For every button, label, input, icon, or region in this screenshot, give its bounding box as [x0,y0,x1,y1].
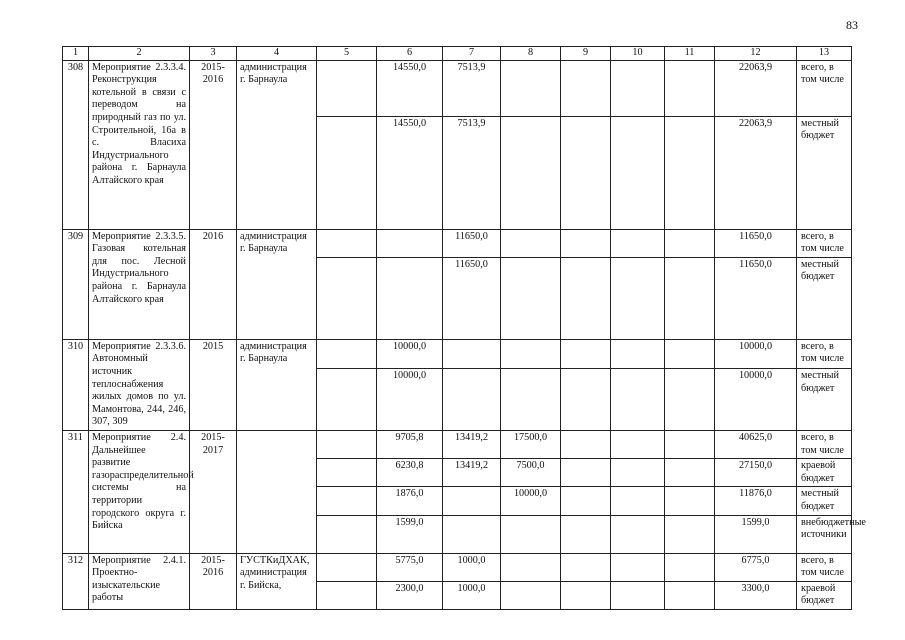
row-number: 308 [63,60,89,229]
amount-cell [317,515,377,553]
amount-cell: 9705,8 [377,430,443,458]
amount-cell [561,459,611,487]
amount-cell [561,339,611,368]
column-header: 5 [317,47,377,61]
amount-cell [665,339,715,368]
table-row [63,339,852,368]
amount-cell: 40625,0 [715,430,797,458]
amount-cell: 1000,0 [443,581,501,609]
amount-cell: 10000,0 [715,339,797,368]
amount-cell [317,581,377,609]
row-number: 309 [63,229,89,339]
amount-cell: 10000,0 [715,368,797,430]
amount-cell: 11650,0 [715,229,797,257]
amount-cell [611,60,665,116]
amount-cell [611,581,665,609]
amount-cell [561,60,611,116]
amount-cell [501,368,561,430]
amount-cell: 1000,0 [443,553,501,581]
amount-cell [665,116,715,229]
table-body [63,60,866,609]
amount-cell: 11876,0 [715,487,797,515]
table-row [63,430,852,458]
amount-cell [443,339,501,368]
amount-cell [611,368,665,430]
amount-cell [611,487,665,515]
table-row [63,553,852,581]
amount-cell: 27150,0 [715,459,797,487]
executor [237,430,317,553]
amount-cell [317,229,377,257]
amount-cell [611,459,665,487]
amount-cell [443,515,501,553]
amount-cell [665,368,715,430]
column-header: 12 [715,47,797,61]
column-header: 7 [443,47,501,61]
measure-name: Мероприятие 2.4. Дальнейшее развитие газораспределительной системы на территории городского округа г. Бийска [89,430,190,553]
amount-cell [377,257,443,339]
page-number: 83 [846,18,858,32]
amount-cell [317,430,377,458]
amount-cell: 1599,0 [377,515,443,553]
amount-cell [665,459,715,487]
column-header: 11 [665,47,715,61]
amount-cell [317,459,377,487]
amount-cell [317,553,377,581]
amount-cell [501,229,561,257]
amount-cell [317,116,377,229]
amount-cell [665,229,715,257]
amount-cell [561,368,611,430]
amount-cell: 7513,9 [443,60,501,116]
amount-cell [317,257,377,339]
funding-source: местный бюджет [797,257,852,339]
amount-cell [317,60,377,116]
amount-cell [561,553,611,581]
amount-cell [611,339,665,368]
amount-cell: 14550,0 [377,116,443,229]
funding-source: всего, в том числе [797,229,852,257]
measure-name: Мероприятие 2.3.3.4. Реконструкция котельной в связи с переводом на природный газ по ул. Строительной, 16а в с. Власиха Индустриального района г. Барнаула Алтайского края [89,60,190,229]
amount-cell [443,487,501,515]
amount-cell [611,257,665,339]
column-header: 6 [377,47,443,61]
funding-source: краевой бюджет [797,581,852,609]
amount-cell [501,257,561,339]
years: 2015 [190,339,237,430]
amount-cell [665,430,715,458]
amount-cell: 22063,9 [715,116,797,229]
funding-source: внебюджетные источники [797,515,852,553]
amount-cell [665,487,715,515]
amount-cell [611,430,665,458]
amount-cell: 17500,0 [501,430,561,458]
column-header: 1 [63,47,89,61]
funding-source: всего, в том числе [797,339,852,368]
amount-cell [665,60,715,116]
row-number: 310 [63,339,89,430]
column-header: 2 [89,47,190,61]
amount-cell [561,430,611,458]
amount-cell: 5775,0 [377,553,443,581]
amount-cell: 13419,2 [443,459,501,487]
amount-cell: 22063,9 [715,60,797,116]
measure-name: Мероприятие 2.3.3.6. Автономный источник теплоснабжения жилых домов по ул. Мамонтова, 244, 246, 307, 309 [89,339,190,430]
years: 2015-2017 [190,430,237,553]
amount-cell: 11650,0 [443,229,501,257]
amount-cell [561,581,611,609]
executor: администрация г. Барнаула [237,60,317,229]
amount-cell: 10000,0 [377,339,443,368]
executor: администрация г. Барнаула [237,229,317,339]
row-number: 311 [63,430,89,553]
budget-table [62,46,866,610]
amount-cell: 13419,2 [443,430,501,458]
funding-source: всего, в том числе [797,430,852,458]
table-row [63,60,852,116]
amount-cell [501,60,561,116]
amount-cell [501,339,561,368]
executor: администрация г. Барнаула [237,339,317,430]
amount-cell: 11650,0 [715,257,797,339]
years: 2015-2016 [190,60,237,229]
executor: ГУСТКиДХАК, администрация г. Бийска, [237,553,317,609]
amount-cell [611,515,665,553]
amount-cell [561,116,611,229]
amount-cell [317,339,377,368]
amount-cell [377,229,443,257]
amount-cell: 2300,0 [377,581,443,609]
measure-name: Мероприятие 2.4.1. Проектно-изыскательские работы [89,553,190,609]
amount-cell [317,368,377,430]
amount-cell: 7513,9 [443,116,501,229]
row-number: 312 [63,553,89,609]
column-header: 8 [501,47,561,61]
column-header: 13 [797,47,852,61]
amount-cell [561,487,611,515]
amount-cell: 3300,0 [715,581,797,609]
amount-cell [561,257,611,339]
amount-cell [611,229,665,257]
column-header: 10 [611,47,665,61]
amount-cell [665,553,715,581]
amount-cell [501,581,561,609]
funding-source: местный бюджет [797,487,852,515]
amount-cell [665,581,715,609]
years: 2015-2016 [190,553,237,609]
amount-cell: 1876,0 [377,487,443,515]
measure-name: Мероприятие 2.3.3.5. Газовая котельная для пос. Лесной Индустриального района г. Барнаула Алтайского края [89,229,190,339]
funding-source: местный бюджет [797,368,852,430]
table-row [63,229,852,257]
amount-cell [443,368,501,430]
amount-cell [317,487,377,515]
years: 2016 [190,229,237,339]
column-header: 3 [190,47,237,61]
amount-cell [561,229,611,257]
amount-cell [501,515,561,553]
amount-cell [611,116,665,229]
amount-cell: 6775,0 [715,553,797,581]
amount-cell: 1599,0 [715,515,797,553]
amount-cell: 10000,0 [501,487,561,515]
amount-cell [665,257,715,339]
amount-cell: 14550,0 [377,60,443,116]
funding-source: всего, в том числе [797,60,852,116]
amount-cell: 10000,0 [377,368,443,430]
amount-cell [611,553,665,581]
amount-cell [665,515,715,553]
column-header: 4 [237,47,317,61]
amount-cell [501,553,561,581]
amount-cell: 11650,0 [443,257,501,339]
funding-source: краевой бюджет [797,459,852,487]
funding-source: местный бюджет [797,116,852,229]
funding-source: всего, в том числе [797,553,852,581]
column-header: 9 [561,47,611,61]
amount-cell: 6230,8 [377,459,443,487]
header-row [63,47,852,61]
amount-cell [561,515,611,553]
amount-cell [501,116,561,229]
amount-cell: 7500,0 [501,459,561,487]
